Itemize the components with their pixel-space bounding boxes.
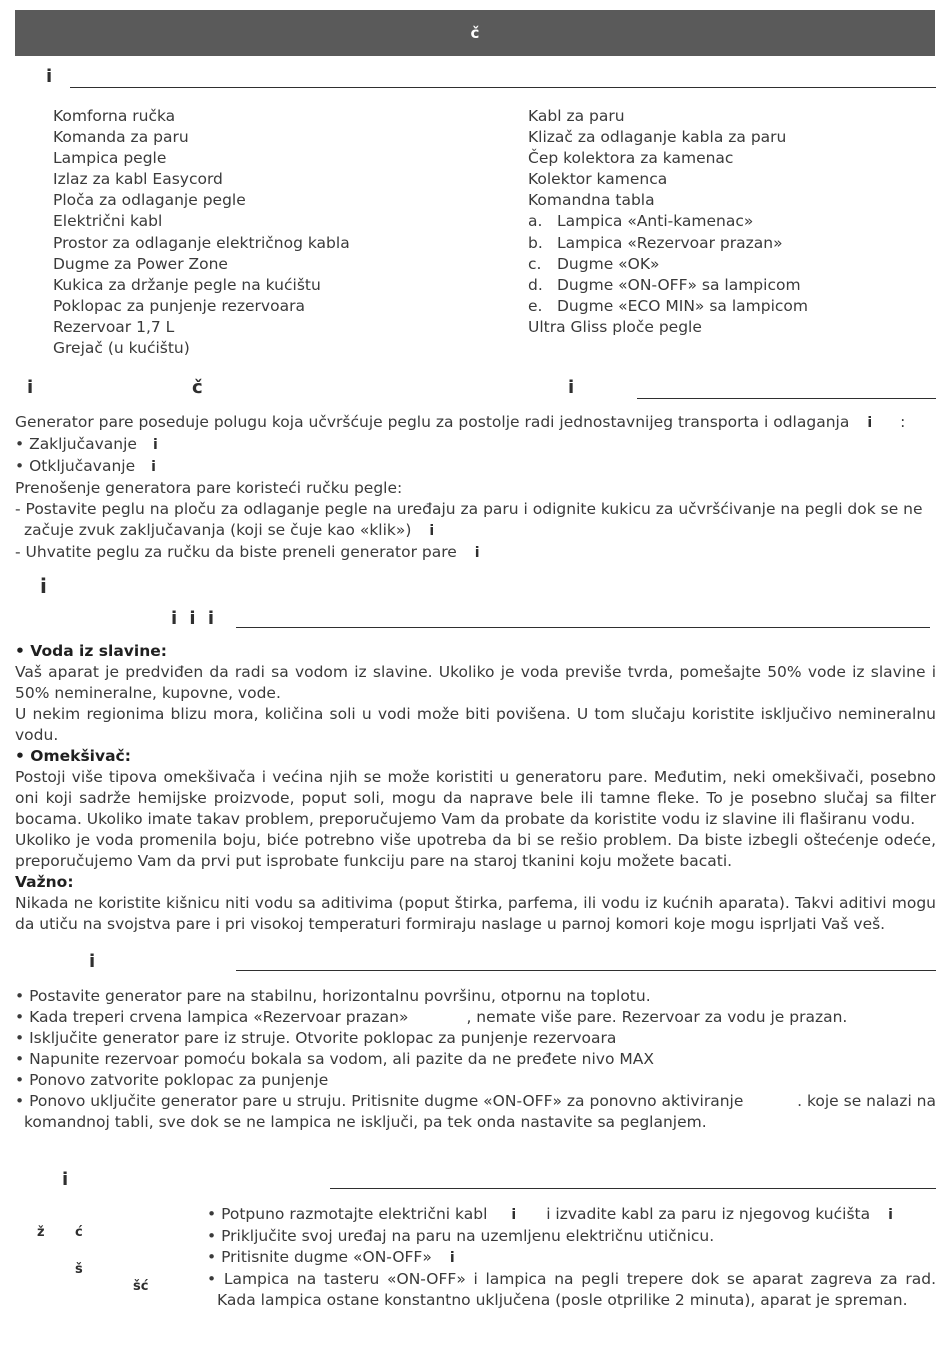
section5-side-frag-2: ć — [75, 1225, 83, 1240]
part-item — [528, 317, 808, 338]
softener-p2: Ukoliko je voda promenila boju, biće potrebno više upotreba da bi se rešio problem. Da biste izbegli oštećenje odeće, preporučujemo Vam da prvi put isprobate funkciju pare na staroj tkanini koju možete bacati. — [15, 831, 936, 870]
tap-water-title: • Voda iz slavine: — [15, 642, 167, 660]
important-title: Važno: — [15, 873, 74, 891]
fill-step-6 — [15, 1091, 936, 1112]
lock-text: • Zaključavanje — [15, 435, 137, 453]
unlock-mark: i — [151, 459, 156, 475]
part-item — [528, 106, 808, 127]
part-item: Izlaz za kabl Easycord — [53, 170, 223, 189]
softener-title: • Omekšivač: — [15, 747, 131, 765]
part-item — [528, 148, 808, 169]
section2-lock — [15, 434, 936, 456]
part-item: Ploča za odlaganje pegle — [53, 191, 246, 210]
section3-rule — [236, 627, 930, 628]
step1-cont-text: začuje zvuk zaključavanja (koji se čuje kao «klik») — [24, 521, 412, 539]
section5-side-frag-3: š — [75, 1262, 83, 1277]
parts-list-right — [528, 106, 808, 338]
section4-heading: i — [89, 951, 96, 972]
section2-rule — [637, 398, 936, 399]
parts-list-left — [53, 106, 350, 359]
section2-intro-text: Generator pare poseduje polugu koja učvršćuje peglu za postolje radi jednostavnijeg transporta i odlaganja — [15, 413, 850, 431]
section3-heading: i — [40, 574, 47, 598]
section5-heading: i — [62, 1169, 69, 1190]
part-item: Poklopac za punjenje rezervoara — [53, 296, 305, 315]
header-title: č — [470, 24, 480, 42]
section5-rule — [330, 1188, 936, 1189]
fill-step-5: • Ponovo zatvorite poklopac za punjenje — [15, 1071, 329, 1089]
section3-subheading: i i i — [171, 608, 215, 629]
section1-heading: i — [46, 66, 53, 87]
section5-side-frag-1: ž — [37, 1225, 45, 1240]
part-item-label: Lampica «Anti-kamenac» — [557, 212, 754, 231]
part-item: Komanda za paru — [53, 128, 189, 147]
part-item-label: Kabl za paru — [528, 107, 625, 125]
part-item — [528, 275, 808, 296]
fill-step-6b: . koje se nalazi na — [797, 1092, 936, 1110]
part-item — [528, 211, 808, 232]
header-bar — [15, 10, 935, 56]
fill-step-6c: komandnoj tabli, sve dok se ne lampica ne isključi, pa tek onda nastavite sa peglanjem. — [24, 1113, 707, 1131]
section5-side-frag-4: šć — [133, 1279, 149, 1294]
fill-step-2a: • Kada treperi crvena lampica «Rezervoar prazan» — [15, 1008, 409, 1026]
unlock-text: • Otključavanje — [15, 457, 136, 475]
section2-carry: Prenošenje generatora pare koristeći ručku pegle: — [15, 479, 403, 497]
part-item: Komforna ručka — [53, 107, 176, 125]
lock-mark: i — [152, 437, 158, 453]
part-item-letter: b. — [528, 233, 543, 252]
step1-mark: i — [429, 523, 435, 539]
section2-intro-mark: i — [867, 415, 873, 431]
part-item-letter: a. — [528, 212, 543, 231]
part-item: Lampica pegle — [53, 149, 167, 168]
start-step-1-mark1: i — [511, 1207, 517, 1223]
section2-intro — [15, 412, 936, 434]
section2-body — [15, 412, 936, 564]
part-item — [528, 296, 808, 317]
section4-body — [15, 986, 936, 1133]
tap-water-p1: Vaš aparat je predviđen da radi sa vodom iz slavine. Ukoliko je voda previše tvrda, pomešajte 50% vode iz slavine i 50% nemineralne, kupovne, vode. — [15, 663, 936, 702]
part-item-label: Klizač za odlaganje kabla za paru — [528, 128, 787, 147]
fill-step-1: • Postavite generator pare na stabilnu, horizontalnu površinu, otpornu na toplotu. — [15, 987, 651, 1005]
part-item-label: Čep kolektora za kamenac — [528, 149, 734, 168]
part-item — [528, 233, 808, 254]
part-item: Grejač (u kućištu) — [53, 339, 190, 358]
part-item: Kukica za držanje pegle na kućištu — [53, 275, 321, 294]
start-step-1a: • Potpuno razmotajte električni kabl — [207, 1205, 488, 1223]
step2-text: - Uhvatite peglu za ručku da biste preneli generator pare — [15, 543, 457, 561]
start-step-3-mark: i — [449, 1250, 455, 1266]
fill-step-2b: , nemate više pare. Rezervoar za vodu je prazan. — [466, 1008, 848, 1026]
section5-body — [207, 1204, 936, 1311]
part-item — [528, 190, 808, 211]
section2-step2 — [15, 542, 936, 564]
part-item-letter: c. — [528, 254, 542, 273]
fill-step-6a: • Ponovo uključite generator pare u struju. Pritisnite dugme «ON-OFF» za ponovno aktiviranje — [15, 1092, 744, 1110]
part-item — [528, 127, 808, 148]
fill-step-2 — [15, 1007, 936, 1028]
start-step-4: • Lampica na tasteru «ON-OFF» i lampica na pegli trepere dok se aparat zagreva za rad. Kada lampica ostane konstantno uključena (posle otprilike 2 minuta), aparat je spreman. — [207, 1270, 936, 1309]
start-step-3-text: • Pritisnite dugme «ON-OFF» — [207, 1248, 432, 1266]
part-item-letter: e. — [528, 296, 543, 315]
part-item-label: Komandna tabla — [528, 191, 655, 210]
part-item-label: Dugme «OK» — [557, 254, 660, 273]
tap-water-p2: U nekim regionima blizu mora, količina soli u vodi može biti povišena. U tom slučaju koristite isključivo nemineralnu vodu. — [15, 705, 936, 744]
part-item-label: Ultra Gliss ploče pegle — [528, 317, 702, 336]
section3-body — [15, 641, 936, 935]
start-step-2: • Priključite svoj uređaj na paru na uzemljenu električnu utičnicu. — [207, 1227, 715, 1245]
part-item-label: Kolektor kamenca — [528, 170, 668, 189]
part-item — [528, 169, 808, 190]
part-item: Prostor za odlaganje električnog kabla — [53, 233, 350, 252]
section2-intro-end: : — [900, 413, 906, 431]
important-p: Nikada ne koristite kišnicu niti vodu sa aditivima (poput štirka, parfema, ili vodu iz kućnih aparata). Takvi aditivi mogu da utiču na svojstva pare i pri visokoj temperaturi formiraju naslage u parnoj komori koje mogu isprljati Vaš veš. — [15, 894, 936, 933]
section2-step1-cont — [15, 520, 936, 542]
fill-step-3: • Isključite generator pare iz struje. Otvorite poklopac za punjenje rezervoara — [15, 1029, 617, 1047]
start-step-1b: i izvadite kabl za paru iz njegovog kućišta — [546, 1205, 871, 1223]
fill-step-4: • Napunite rezervoar pomoću bokala sa vodom, ali pazite da ne pređete nivo MAX — [15, 1050, 654, 1068]
softener-p1: Postoji više tipova omekšivača i većina njih se može koristiti u generatoru pare. Međutim, neki omekšivači, posebno oni koji sadrže hemijske proizvode, poput soli, mogu da naprave bele ili tamne fleke. To je posebno slučaj sa filter bocama. Ukoliko imate takav problem, preporučujemo Vam da probate da koristite vodu iz slavine ili flaširanu vodu. — [15, 768, 936, 828]
part-item: Električni kabl — [53, 212, 163, 231]
part-item-label: Dugme «ON-OFF» sa lampicom — [557, 275, 801, 294]
start-step-1-mark2: i — [888, 1207, 893, 1223]
section2-heading-frag-3: i — [568, 377, 575, 398]
section2-heading-frag-2: č — [192, 377, 203, 398]
step2-mark: i — [474, 545, 480, 561]
section2-step1: - Postavite peglu na ploču za odlaganje pegle na uređaju za paru i odignite kukicu za učvršćivanje na pegli dok se ne — [15, 500, 923, 518]
part-item — [528, 254, 808, 275]
start-step-1 — [207, 1204, 936, 1226]
part-item: Rezervoar 1,7 L — [53, 317, 175, 336]
section1-rule — [70, 87, 936, 88]
section4-rule — [236, 970, 936, 971]
part-item: Dugme za Power Zone — [53, 254, 228, 273]
start-step-3 — [207, 1247, 936, 1269]
section2-unlock — [15, 456, 936, 478]
section2-heading-frag-1: i — [27, 377, 34, 398]
part-item-letter: d. — [528, 275, 543, 294]
part-item-label: Dugme «ECO MIN» sa lampicom — [557, 296, 808, 315]
part-item-label: Lampica «Rezervoar prazan» — [557, 233, 783, 252]
